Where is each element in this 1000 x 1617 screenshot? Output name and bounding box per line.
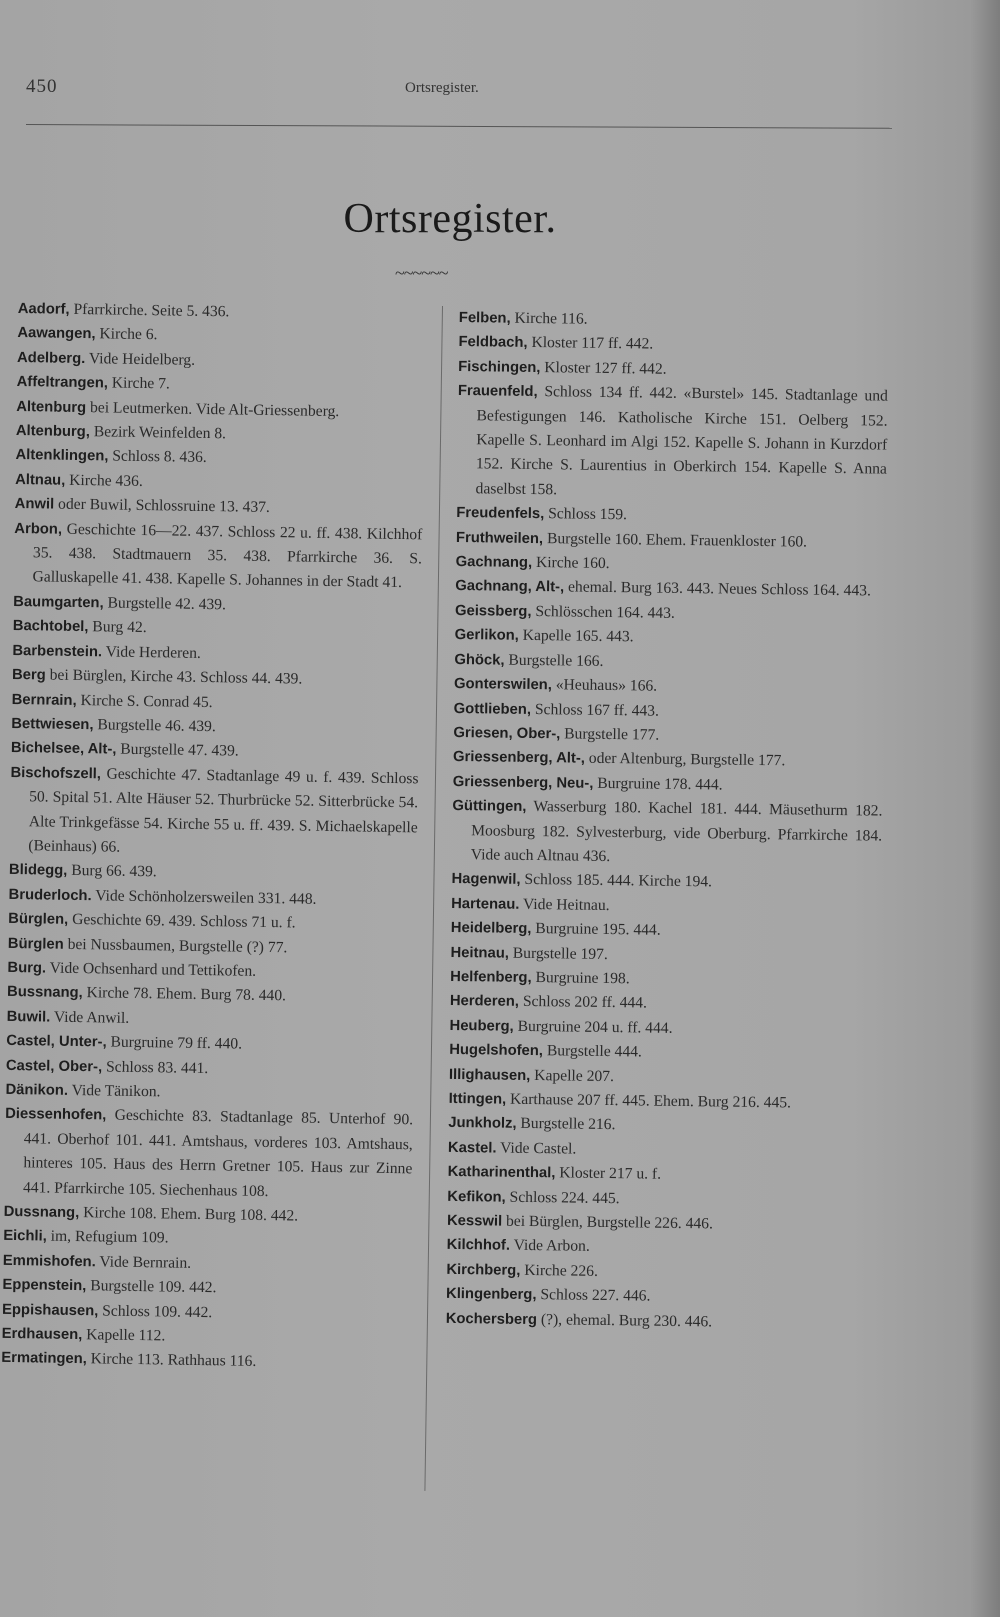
entry-references: Vide Schönholzersweilen 331. 448.	[95, 887, 317, 908]
entry-place-name: Illighausen,	[448, 1066, 531, 1084]
entry-references: Burgruine 195. 444.	[535, 920, 661, 939]
entry-references: bei Nussbaumen, Burgstelle (?) 77.	[67, 935, 288, 956]
entry-place-name: Baumgarten,	[13, 593, 104, 612]
entry-references: oder Buwil, Schlossruine 13. 437.	[57, 495, 271, 517]
entry-place-name: Altenklingen,	[15, 447, 109, 465]
entry-place-name: Gottlieben,	[453, 700, 532, 718]
entry-references: Burgstelle 42. 439.	[107, 594, 227, 614]
entry-place-name: Helfenberg,	[450, 968, 532, 986]
entry-place-name: Bürglen,	[8, 911, 69, 929]
entry-references: oder Altenburg, Burgstelle 177.	[588, 750, 786, 770]
running-title: Ortsregister.	[405, 80, 479, 96]
index-column-right	[446, 306, 889, 1337]
entry-place-name: Castel, Ober-,	[5, 1057, 103, 1076]
entry-place-name: Kochersberg	[445, 1310, 538, 1328]
entry-references: ehemal. Burg 163. 443. Neues Schloss 164. 443.	[567, 578, 872, 600]
page-title: Ortsregister.	[343, 196, 557, 242]
entry-references: Burg 66. 439.	[71, 862, 157, 881]
entry-references: Burg 42.	[92, 618, 147, 637]
entry-place-name: Herderen,	[449, 993, 520, 1011]
entry-place-name: Kefikon,	[447, 1188, 506, 1206]
entry-references: Kapelle 165. 443.	[522, 627, 634, 646]
entry-place-name: Griessenberg, Alt-,	[452, 749, 586, 767]
entry-references: bei Bürglen, Burgstelle 226. 446.	[505, 1212, 714, 1233]
entry-place-name: Bettwiesen,	[11, 715, 94, 734]
index-entry	[1, 1346, 409, 1377]
entry-references: im, Refugium 109.	[50, 1228, 169, 1247]
entry-references: Geschichte 47. Stadtanlage 49 u. f. 439. Schloss 50. Spital 51. Alte Häuser 52. Thurbrücke 52. Sitterbrücke 54. Alte Trinkgefässe 54. Kirche 55 u. ff. 439. S. Michaelskapelle (Beinhaus) 66.	[28, 765, 419, 856]
entry-references: Burgstelle 109. 442.	[90, 1277, 217, 1297]
entry-references: Kapelle 207.	[534, 1066, 615, 1085]
entry-place-name: Burg.	[7, 959, 47, 977]
entry-place-name: Ghöck,	[454, 651, 505, 669]
entry-place-name: Kastel.	[447, 1139, 497, 1157]
entry-references: Kloster 117 ff. 442.	[531, 334, 654, 353]
entry-references: Burgstelle 160. Ehem. Frauenkloster 160.	[546, 529, 808, 551]
entry-references: Vide Arbon.	[513, 1237, 590, 1256]
entry-references: Schlösschen 164. 443.	[535, 602, 675, 622]
column-rule	[424, 306, 443, 1491]
entry-references: Schloss 109. 442.	[102, 1302, 213, 1321]
entry-place-name: Buwil.	[6, 1008, 51, 1026]
entry-place-name: Griesen, Ober-,	[453, 724, 561, 743]
entry-place-name: Erdhausen,	[1, 1325, 83, 1344]
entry-place-name: Frauenfeld,	[457, 383, 538, 401]
entry-place-name: Fruthweilen,	[455, 529, 544, 547]
entry-references: Kirche 6.	[99, 325, 158, 344]
entry-place-name: Ittingen,	[448, 1090, 507, 1108]
entry-references: Burgstelle 47. 439.	[120, 740, 239, 760]
entry-place-name: Dussnang,	[3, 1203, 80, 1222]
entry-references: Vide Bernrain.	[99, 1253, 192, 1272]
entry-references: Bezirk Weinfelden 8.	[93, 423, 227, 443]
entry-place-name: Fischingen,	[458, 358, 541, 376]
entry-place-name: Hartenau.	[451, 895, 520, 913]
index-entry	[4, 1102, 413, 1206]
entry-place-name: Gachnang,	[455, 554, 533, 572]
entry-references: Kapelle 112.	[86, 1326, 166, 1345]
entry-references: Schloss 83. 441.	[105, 1058, 209, 1077]
ornament-flourish: ~~~~~~	[395, 263, 448, 283]
entry-place-name: Aadorf,	[17, 300, 70, 318]
entry-place-name: Hugelshofen,	[449, 1042, 544, 1060]
entry-place-name: Feldbach,	[458, 334, 528, 352]
entry-references: Burgruine 178. 444.	[597, 774, 723, 794]
entry-place-name: Eppishausen,	[1, 1301, 99, 1320]
entry-place-name: Arbon,	[14, 520, 63, 538]
entry-references: Kirche 436.	[69, 471, 143, 490]
entry-place-name: Katharinenthal,	[447, 1164, 556, 1182]
header-rule	[26, 124, 892, 129]
entry-references: Kirche 7.	[111, 374, 170, 393]
entry-place-name: Kilchhof.	[446, 1237, 511, 1255]
entry-place-name: Junkholz,	[448, 1115, 517, 1133]
entry-references: Burgruine 79 ff. 440.	[110, 1033, 243, 1053]
entry-references: Kloster 127 ff. 442.	[544, 358, 667, 378]
entry-references: Geschichte 16—22. 437. Schloss 22 u. ff. 438. Kilchhof 35. 438. Stadtmauern 35. 438. Pfarrkirche 36. S. Galluskapelle 41. 438. Kapelle S. Johannes in der Stadt 41.	[32, 520, 423, 592]
entry-place-name: Bussnang,	[6, 984, 83, 1002]
index-entry	[13, 517, 422, 597]
entry-place-name: Gerlikon,	[454, 627, 519, 645]
entry-references: Schloss 8. 436.	[112, 447, 207, 467]
entry-references: Schloss 159.	[548, 505, 628, 524]
entry-references: Kirche 78. Ehem. Burg 78. 440.	[86, 984, 287, 1005]
entry-place-name: Altnau,	[15, 471, 66, 489]
entry-place-name: Bachtobel,	[12, 618, 89, 636]
entry-references: Kirche 108. Ehem. Burg 108. 442.	[83, 1204, 299, 1225]
entry-place-name: Altenburg	[16, 398, 87, 416]
entry-place-name: Anwil	[14, 496, 55, 513]
entry-references: Burgstelle 216.	[520, 1115, 616, 1134]
entry-references: Vide Heidelberg.	[88, 349, 196, 369]
entry-place-name: Güttingen,	[452, 798, 527, 816]
entry-references: Kirche 116.	[514, 309, 588, 328]
entry-references: «Heuhaus» 166.	[555, 676, 658, 695]
entry-place-name: Altenburg,	[15, 423, 90, 441]
entry-references: Kloster 217 u. f.	[559, 1164, 662, 1183]
entry-references: (?), ehemal. Burg 230. 446.	[540, 1310, 713, 1331]
entry-place-name: Adelberg.	[16, 349, 86, 367]
index-entry	[452, 794, 883, 873]
entry-place-name: Klingenberg,	[445, 1286, 537, 1304]
entry-place-name: Kesswil	[446, 1212, 503, 1230]
entry-references: Vide Tänikon.	[71, 1081, 161, 1101]
entry-references: Burgstelle 166.	[508, 651, 604, 670]
entry-place-name: Freudenfels,	[456, 505, 545, 523]
page-number: 450	[26, 76, 58, 97]
entry-place-name: Aawangen,	[17, 325, 96, 343]
entry-place-name: Geissberg,	[454, 602, 532, 620]
entry-references: Vide Ochsenhard und Tettikofen.	[49, 959, 257, 980]
entry-references: Karthause 207 ff. 445. Ehem. Burg 216. 445.	[509, 1090, 792, 1112]
entry-references: Vide Herderen.	[105, 643, 202, 662]
index-entry	[446, 1307, 876, 1337]
entry-place-name: Heuberg,	[449, 1017, 514, 1035]
index-entry	[9, 761, 418, 865]
entry-place-name: Emmishofen.	[2, 1252, 96, 1271]
entry-references: bei Bürglen, Kirche 43. Schloss 44. 439.	[49, 666, 303, 688]
entry-place-name: Bischofszell,	[10, 764, 102, 783]
running-head	[0, 76, 1000, 102]
entry-references: Burgruine 198.	[535, 969, 630, 988]
entry-references: Pfarrkirche. Seite 5. 436.	[73, 300, 230, 321]
entry-references: Wasserburg 180. Kachel 181. 444. Mäusethurm 182. Moosburg 182. Sylvesterburg, vide Oberburg. Pfarrkirche 184. Vide auch Altnau 436.	[470, 798, 883, 865]
entry-place-name: Ermatingen,	[1, 1350, 87, 1368]
entry-place-name: Hagenwil,	[451, 871, 521, 889]
entry-place-name: Eichli,	[3, 1228, 47, 1246]
entry-place-name: Bruderloch.	[8, 886, 92, 904]
entry-references: Kirche 226.	[524, 1261, 599, 1280]
entry-references: Schloss 167 ff. 443.	[534, 700, 660, 720]
entry-references: Burgstelle 177.	[564, 725, 660, 744]
entry-references: Geschichte 69. 439. Schloss 71 u. f.	[72, 911, 296, 932]
entry-place-name: Bichelsee, Alt-,	[10, 740, 117, 758]
entry-place-name: Castel, Unter-,	[6, 1033, 107, 1051]
entry-references: Kirche 113. Rathhaus 116.	[90, 1350, 257, 1371]
entry-place-name: Affeltrangen,	[16, 374, 109, 392]
index-column-left	[1, 297, 426, 1377]
entry-place-name: Eppenstein,	[2, 1277, 87, 1295]
entry-place-name: Heitnau,	[450, 944, 510, 962]
entry-references: bei Leutmerken. Vide Alt-Griessenberg.	[89, 398, 340, 420]
entry-place-name: Kirchberg,	[446, 1261, 521, 1279]
entry-place-name: Barbenstein.	[12, 642, 103, 661]
entry-references: Vide Castel.	[500, 1139, 577, 1158]
entry-place-name: Dänikon.	[5, 1081, 69, 1099]
entry-place-name: Heidelberg,	[450, 920, 532, 938]
entry-references: Schloss 134 ff. 442. «Burstel» 145. Stadtanlage und Befestigungen 146. Katholische Kirche 151. Oelberg 152. Kapelle S. Leonhard im Algi 152. Kapelle S. Johann in Kurzdorf 152. Kirche S. Laurentius in Oberkirch 154. Kapelle S. Anna daselbst 158.	[475, 383, 888, 499]
entry-references: Schloss 202 ff. 444.	[522, 993, 648, 1012]
entry-place-name: Diessenhofen,	[5, 1106, 107, 1124]
entry-references: Burgruine 204 u. ff. 444.	[517, 1017, 673, 1037]
entry-place-name: Griessenberg, Neu-,	[452, 773, 594, 792]
entry-place-name: Berg	[11, 667, 46, 684]
entry-references: Burgstelle 46. 439.	[97, 716, 216, 736]
entry-place-name: Blidegg,	[8, 862, 68, 880]
entry-place-name: Gachnang, Alt-,	[455, 578, 565, 596]
index-entry	[456, 379, 888, 507]
entry-references: Burgstelle 197.	[512, 944, 608, 963]
entry-references: Vide Anwil.	[53, 1008, 130, 1027]
entry-references: Schloss 224. 445.	[509, 1188, 620, 1207]
entry-references: Schloss 185. 444. Kirche 194.	[524, 871, 713, 891]
entry-references: Burgstelle 444.	[546, 1042, 643, 1061]
entry-references: Schloss 227. 446.	[540, 1286, 651, 1305]
entry-references: Kirche 160.	[535, 554, 610, 573]
entry-place-name: Bürglen	[7, 935, 64, 953]
entry-references: Kirche S. Conrad 45.	[80, 691, 213, 711]
entry-references: Vide Heitnau.	[522, 895, 610, 914]
entry-place-name: Gonterswilen,	[453, 676, 552, 694]
entry-references: Geschichte 83. Stadtanlage 85. Unterhof 90. 441. Oberhof 101. 441. Amtshaus, vorderes 103. Amtshaus, hinteres 105. Haus des Herrn Gretner 105. Haus zur Zinne 441. Pfarrkirche 105. Siechenhaus 108.	[22, 1107, 414, 1200]
entry-place-name: Felben,	[458, 309, 511, 327]
entry-place-name: Bernrain,	[11, 691, 77, 709]
